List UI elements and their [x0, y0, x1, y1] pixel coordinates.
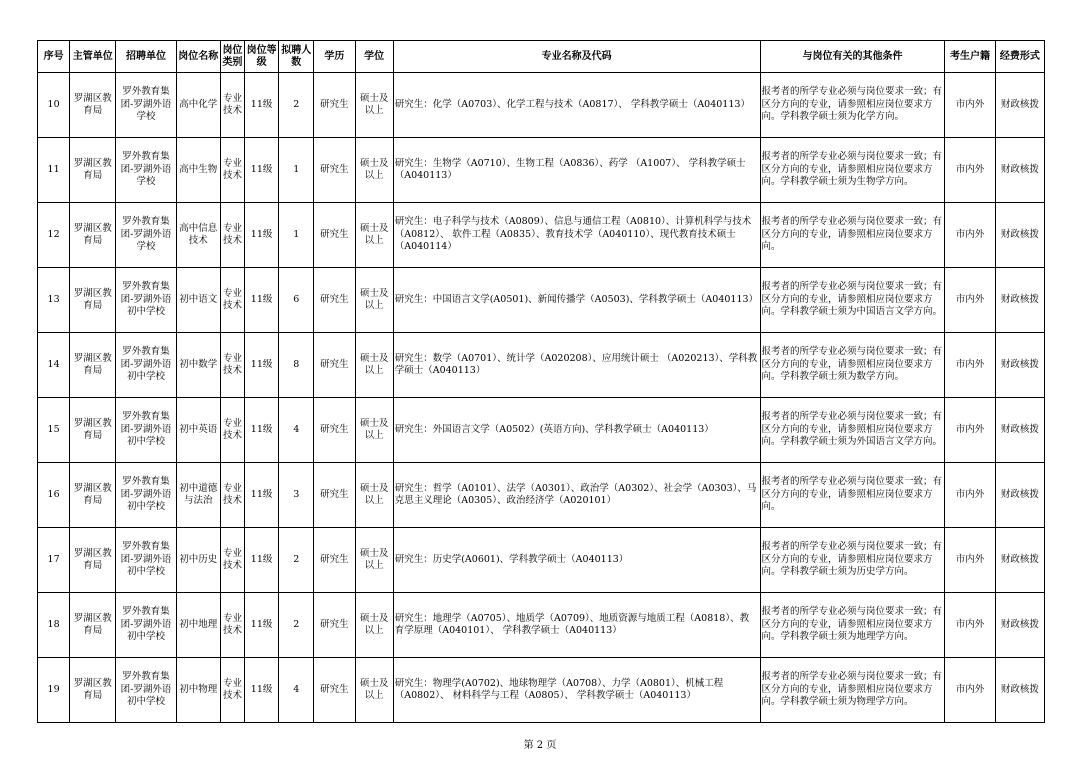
hiring-unit-cell: 罗外教育集团-罗湖外语初中学校	[116, 398, 176, 463]
planned-hires-cell: 2	[279, 528, 314, 593]
row-number-cell: 17	[38, 528, 70, 593]
hiring-unit-cell: 罗外教育集团-罗湖外语学校	[116, 73, 176, 138]
education-cell: 研究生	[314, 463, 355, 528]
supervising-unit-cell: 罗湖区教育局	[70, 333, 116, 398]
page-number: 第 2 页	[523, 740, 557, 751]
position-name-cell: 初中物理	[176, 658, 220, 723]
funding-type-cell: 财政核拨	[995, 528, 1044, 593]
hiring-unit-cell: 罗外教育集团-罗湖外语初中学校	[116, 333, 176, 398]
position-type-cell: 专业技术	[220, 398, 244, 463]
education-cell: 研究生	[314, 593, 355, 658]
education-cell: 研究生	[314, 268, 355, 333]
position-name-cell: 初中道德与法治	[176, 463, 220, 528]
other-conditions-cell: 报考者的所学专业必须与岗位要求一致；有区分方向的专业，请参照相应岗位要求方向。学科教学硕士须为生物学方向。	[760, 138, 945, 203]
major-and-code-cell: 研究生：物理学(A0702)、地球物理学（A0708）、力学（A0801）、机械工程（A0802）、 材料科学与工程（A0805）、 学科教学硕士（A040113）	[393, 658, 760, 723]
position-level-cell: 11级	[245, 463, 279, 528]
degree-cell: 硕士及以上	[355, 333, 393, 398]
hiring-unit-cell: 罗外教育集团-罗湖外语学校	[116, 203, 176, 268]
degree-cell: 硕士及以上	[355, 463, 393, 528]
planned-hires-cell: 2	[279, 73, 314, 138]
row-number-cell: 10	[38, 73, 70, 138]
header-row	[38, 41, 1045, 73]
major-and-code-cell: 研究生：历史学(A0601)、学科教学硕士（A040113）	[393, 528, 760, 593]
major-and-code-cell: 研究生：化学（A0703）、化学工程与技术（A0817）、 学科教学硕士（A040113）	[393, 73, 760, 138]
degree-cell: 硕士及以上	[355, 593, 393, 658]
table-row	[38, 593, 1045, 658]
header-cell: 拟聘人数	[279, 41, 314, 73]
planned-hires-cell: 1	[279, 203, 314, 268]
other-conditions-cell: 报考者的所学专业必须与岗位要求一致；有区分方向的专业，请参照相应岗位要求方向。学科教学硕士须为中国语言文学方向。	[760, 268, 945, 333]
degree-cell: 硕士及以上	[355, 138, 393, 203]
education-cell: 研究生	[314, 138, 355, 203]
major-and-code-cell: 研究生：电子科学与技术（A0809）、信息与通信工程（A0810）、计算机科学与技术（A0812）、 软件工程（A0835）、教育技术学（A040110）、现代教育技术硕士（A040114）	[393, 203, 760, 268]
row-number-cell: 15	[38, 398, 70, 463]
position-type-cell: 专业技术	[220, 528, 244, 593]
other-conditions-cell: 报考者的所学专业必须与岗位要求一致；有区分方向的专业，请参照相应岗位要求方向。学科教学硕士须为历史学方向。	[760, 528, 945, 593]
table-row	[38, 203, 1045, 268]
position-level-cell: 11级	[245, 658, 279, 723]
household-registration-cell: 市内外	[945, 658, 995, 723]
position-name-cell: 高中生物	[176, 138, 220, 203]
household-registration-cell: 市内外	[945, 203, 995, 268]
position-type-cell: 专业技术	[220, 593, 244, 658]
planned-hires-cell: 8	[279, 333, 314, 398]
position-level-cell: 11级	[245, 73, 279, 138]
position-name-cell: 高中化学	[176, 73, 220, 138]
supervising-unit-cell: 罗湖区教育局	[70, 593, 116, 658]
education-cell: 研究生	[314, 658, 355, 723]
education-cell: 研究生	[314, 203, 355, 268]
hiring-unit-cell: 罗外教育集团-罗湖外语初中学校	[116, 658, 176, 723]
degree-cell: 硕士及以上	[355, 398, 393, 463]
header-cell: 序号	[38, 41, 70, 73]
header-cell: 学历	[314, 41, 355, 73]
education-cell: 研究生	[314, 333, 355, 398]
funding-type-cell: 财政核拨	[995, 593, 1044, 658]
header-cell: 学位	[355, 41, 393, 73]
other-conditions-cell: 报考者的所学专业必须与岗位要求一致；有区分方向的专业，请参照相应岗位要求方向。学科教学硕士须为数学方向。	[760, 333, 945, 398]
table-row	[38, 658, 1045, 723]
education-cell: 研究生	[314, 398, 355, 463]
recruitment-table	[37, 40, 1045, 723]
header-cell: 招聘单位	[116, 41, 176, 73]
header-cell: 经费形式	[995, 41, 1044, 73]
supervising-unit-cell: 罗湖区教育局	[70, 138, 116, 203]
hiring-unit-cell: 罗外教育集团-罗湖外语初中学校	[116, 593, 176, 658]
household-registration-cell: 市内外	[945, 593, 995, 658]
planned-hires-cell: 6	[279, 268, 314, 333]
position-type-cell: 专业技术	[220, 333, 244, 398]
position-type-cell: 专业技术	[220, 73, 244, 138]
supervising-unit-cell: 罗湖区教育局	[70, 528, 116, 593]
degree-cell: 硕士及以上	[355, 203, 393, 268]
planned-hires-cell: 3	[279, 463, 314, 528]
position-name-cell: 初中地理	[176, 593, 220, 658]
hiring-unit-cell: 罗外教育集团-罗湖外语初中学校	[116, 463, 176, 528]
major-and-code-cell: 研究生：生物学（A0710）、生物工程（A0836）、药学 （A1007）、 学科教学硕士（A040113）	[393, 138, 760, 203]
planned-hires-cell: 4	[279, 658, 314, 723]
planned-hires-cell: 4	[279, 398, 314, 463]
header-cell: 岗位等级	[245, 41, 279, 73]
position-name-cell: 初中数学	[176, 333, 220, 398]
row-number-cell: 18	[38, 593, 70, 658]
table-row	[38, 268, 1045, 333]
row-number-cell: 11	[38, 138, 70, 203]
position-level-cell: 11级	[245, 333, 279, 398]
header-cell: 岗位名称	[176, 41, 220, 73]
position-name-cell: 初中历史	[176, 528, 220, 593]
other-conditions-cell: 报考者的所学专业必须与岗位要求一致；有区分方向的专业，请参照相应岗位要求方向。学科教学硕士须为物理学方向。	[760, 658, 945, 723]
major-and-code-cell: 研究生：数学（A0701）、统计学（A020208）、应用统计硕士 （A020213）、学科教学硕士（A040113）	[393, 333, 760, 398]
header-cell: 考生户籍	[945, 41, 995, 73]
education-cell: 研究生	[314, 73, 355, 138]
household-registration-cell: 市内外	[945, 138, 995, 203]
position-type-cell: 专业技术	[220, 463, 244, 528]
row-number-cell: 12	[38, 203, 70, 268]
funding-type-cell: 财政核拨	[995, 268, 1044, 333]
supervising-unit-cell: 罗湖区教育局	[70, 463, 116, 528]
position-level-cell: 11级	[245, 138, 279, 203]
household-registration-cell: 市内外	[945, 333, 995, 398]
table-row	[38, 73, 1045, 138]
major-and-code-cell: 研究生：哲学（A0101）、法学（A0301）、政治学（A0302）、社会学（A0303）、马克思主义理论（A0305）、政治经济学（A020101）	[393, 463, 760, 528]
header-cell: 岗位类别	[220, 41, 244, 73]
education-cell: 研究生	[314, 528, 355, 593]
position-name-cell: 初中英语	[176, 398, 220, 463]
table-row	[38, 398, 1045, 463]
supervising-unit-cell: 罗湖区教育局	[70, 73, 116, 138]
other-conditions-cell: 报考者的所学专业必须与岗位要求一致；有区分方向的专业，请参照相应岗位要求方向。学科教学硕士须为化学方向。	[760, 73, 945, 138]
funding-type-cell: 财政核拨	[995, 398, 1044, 463]
supervising-unit-cell: 罗湖区教育局	[70, 268, 116, 333]
planned-hires-cell: 2	[279, 593, 314, 658]
degree-cell: 硕士及以上	[355, 658, 393, 723]
position-level-cell: 11级	[245, 398, 279, 463]
position-name-cell: 初中语文	[176, 268, 220, 333]
position-type-cell: 专业技术	[220, 138, 244, 203]
household-registration-cell: 市内外	[945, 398, 995, 463]
funding-type-cell: 财政核拨	[995, 463, 1044, 528]
supervising-unit-cell: 罗湖区教育局	[70, 398, 116, 463]
position-level-cell: 11级	[245, 203, 279, 268]
position-type-cell: 专业技术	[220, 658, 244, 723]
major-and-code-cell: 研究生：中国语言文学(A0501)、新闻传播学（A0503)、学科教学硕士（A040113）	[393, 268, 760, 333]
degree-cell: 硕士及以上	[355, 73, 393, 138]
table-row	[38, 463, 1045, 528]
household-registration-cell: 市内外	[945, 528, 995, 593]
row-number-cell: 19	[38, 658, 70, 723]
funding-type-cell: 财政核拨	[995, 333, 1044, 398]
header-cell: 与岗位有关的其他条件	[760, 41, 945, 73]
funding-type-cell: 财政核拨	[995, 73, 1044, 138]
major-and-code-cell: 研究生：外国语言文学（A0502）(英语方向)、学科教学硕士（A040113）	[393, 398, 760, 463]
table-body	[38, 73, 1045, 723]
other-conditions-cell: 报考者的所学专业必须与岗位要求一致；有区分方向的专业，请参照相应岗位要求方向。学科教学硕士须为外国语言文学方向。	[760, 398, 945, 463]
household-registration-cell: 市内外	[945, 73, 995, 138]
other-conditions-cell: 报考者的所学专业必须与岗位要求一致；有区分方向的专业，请参照相应岗位要求方向。	[760, 463, 945, 528]
hiring-unit-cell: 罗外教育集团-罗湖外语初中学校	[116, 528, 176, 593]
funding-type-cell: 财政核拨	[995, 658, 1044, 723]
funding-type-cell: 财政核拨	[995, 138, 1044, 203]
header-cell: 主管单位	[70, 41, 116, 73]
table-row	[38, 333, 1045, 398]
table-row	[38, 138, 1045, 203]
supervising-unit-cell: 罗湖区教育局	[70, 658, 116, 723]
position-level-cell: 11级	[245, 528, 279, 593]
degree-cell: 硕士及以上	[355, 268, 393, 333]
row-number-cell: 14	[38, 333, 70, 398]
planned-hires-cell: 1	[279, 138, 314, 203]
position-level-cell: 11级	[245, 593, 279, 658]
funding-type-cell: 财政核拨	[995, 203, 1044, 268]
position-name-cell: 高中信息技术	[176, 203, 220, 268]
household-registration-cell: 市内外	[945, 463, 995, 528]
header-cell: 专业名称及代码	[393, 41, 760, 73]
hiring-unit-cell: 罗外教育集团-罗湖外语初中学校	[116, 268, 176, 333]
other-conditions-cell: 报考者的所学专业必须与岗位要求一致；有区分方向的专业，请参照相应岗位要求方向。	[760, 203, 945, 268]
position-type-cell: 专业技术	[220, 268, 244, 333]
table-row	[38, 528, 1045, 593]
row-number-cell: 13	[38, 268, 70, 333]
row-number-cell: 16	[38, 463, 70, 528]
position-type-cell: 专业技术	[220, 203, 244, 268]
supervising-unit-cell: 罗湖区教育局	[70, 203, 116, 268]
other-conditions-cell: 报考者的所学专业必须与岗位要求一致；有区分方向的专业，请参照相应岗位要求方向。学科教学硕士须为地理学方向。	[760, 593, 945, 658]
degree-cell: 硕士及以上	[355, 528, 393, 593]
hiring-unit-cell: 罗外教育集团-罗湖外语学校	[116, 138, 176, 203]
position-level-cell: 11级	[245, 268, 279, 333]
major-and-code-cell: 研究生：地理学（A0705）、地质学（A0709）、地质资源与地质工程（A0818）、教育学原理（A040101）、 学科教学硕士（A040113）	[393, 593, 760, 658]
household-registration-cell: 市内外	[945, 268, 995, 333]
